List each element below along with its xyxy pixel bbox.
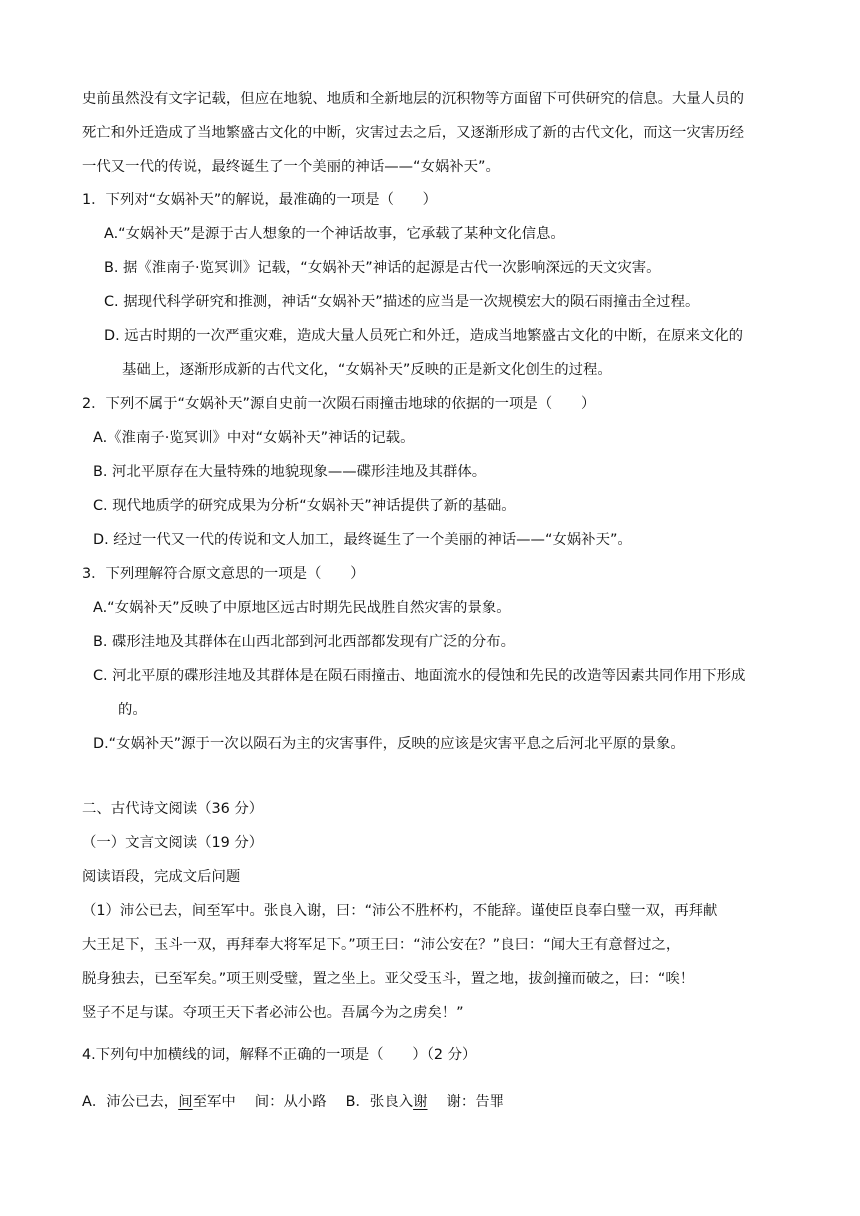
q4-option-a-prefix: A．沛公已去， xyxy=(82,1094,179,1110)
q3-option-b: B. 碟形洼地及其群体在山西北部到河北西部都发现有广泛的分布。 xyxy=(93,634,515,650)
q2-option-a: A.《淮南子·览冥训》中对“女娲补天”神话的记载。 xyxy=(93,430,415,446)
q3-option-c-line-1: C. 河北平原的碟形洼地及其群体是在陨石雨撞击、地面流水的侵蚀和先民的改造等因素共同作用下形成 xyxy=(93,668,746,684)
classical-text-line-2: 大王足下，玉斗一双，再拜奉大将军足下。”项王曰：“沛公安在？”良曰：“闻大王有意督过之， xyxy=(82,937,681,953)
q2-option-c: C. 现代地质学的研究成果为分析“女娲补天”神话提供了新的基础。 xyxy=(93,498,516,514)
q1-stem: 1．下列对“女娲补天”的解说，最准确的一项是（ ） xyxy=(82,192,438,208)
passage-line-1: 史前虽然没有文字记载，但应在地貌、地质和全新地层的沉积物等方面留下可供研究的信息。大量人员的 xyxy=(82,91,744,107)
section-title: 二、古代诗文阅读（36 分） xyxy=(82,801,264,817)
passage-line-2: 死亡和外迁造成了当地繁盛古文化的中断，灾害过去之后，又逐渐形成了新的古代文化，而这一灾害历经 xyxy=(82,125,744,141)
classical-text-line-3: 脱身独去，已至军矣。”项王则受璧，置之坐上。亚父受玉斗，置之地，拔剑撞而破之，曰：“唉！ xyxy=(82,971,695,987)
q4-option-b-underlined-word: 谢 xyxy=(413,1094,428,1110)
q1-option-d-line-1: D. 远古时期的一次严重灾难，造成大量人员死亡和外迁，造成当地繁盛古文化的中断，在原来文化的 xyxy=(104,328,744,344)
q1-option-c: C. 据现代科学研究和推测，神话“女娲补天”描述的应当是一次规模宏大的陨石雨撞击全过程。 xyxy=(104,294,700,310)
q4-option-a-suffix: 至军中 间：从小路 xyxy=(192,1094,346,1110)
classical-text-line-1: （1）沛公已去，间至军中。张良入谢，曰：“沛公不胜杯杓，不能辞。谨使臣良奉白璧一双，再拜献 xyxy=(82,903,718,919)
q4-options-row xyxy=(82,1092,504,1112)
passage-line-3: 一代又一代的传说，最终诞生了一个美丽的神话——“女娲补天”。 xyxy=(82,159,500,175)
q2-stem: 2．下列不属于“女娲补天”源自史前一次陨石雨撞击地球的依据的一项是（ ） xyxy=(82,396,596,412)
q1-option-d-line-2: 基础上，逐渐形成新的古代文化，“女娲补天”反映的正是新文化创生的过程。 xyxy=(122,362,612,378)
q2-option-b: B. 河北平原存在大量特殊的地貌现象——碟形洼地及其群体。 xyxy=(93,464,487,480)
q3-option-d: D.“女娲补天”源于一次以陨石为主的灾害事件，反映的应该是灾害平息之后河北平原的景象。 xyxy=(93,736,685,752)
q4-option-b-prefix: B．张良入 xyxy=(345,1094,414,1110)
q1-option-b: B. 据《淮南子·览冥训》记载，“女娲补天”神话的起源是古代一次影响深远的天文灾害。 xyxy=(104,260,661,276)
q3-stem: 3．下列理解符合原文意思的一项是（ ） xyxy=(82,566,365,582)
q2-option-d: D. 经过一代又一代的传说和文人加工，最终诞生了一个美丽的神话——“女娲补天”。 xyxy=(93,532,632,548)
q1-option-a: A.“女娲补天”是源于古人想象的一个神话故事，它承载了某种文化信息。 xyxy=(104,226,565,242)
q4-option-b-suffix: 谢：告罪 xyxy=(427,1094,505,1110)
q3-option-c-line-2: 的。 xyxy=(118,702,147,718)
classical-text-line-4: 竖子不足与谋。夺项王天下者必沛公也。吾属今为之虏矣！” xyxy=(82,1005,464,1021)
q4-option-a-underlined-word: 间 xyxy=(178,1094,193,1110)
q4-stem: 4.下列句中加横线的词，解释不正确的一项是（ ）（2 分） xyxy=(82,1047,477,1063)
q3-option-a: A.“女娲补天”反映了中原地区远古时期先民战胜自然灾害的景象。 xyxy=(93,600,511,616)
subsection-title: （一）文言文阅读（19 分） xyxy=(82,835,264,851)
reading-instruction: 阅读语段，完成文后问题 xyxy=(82,869,241,885)
